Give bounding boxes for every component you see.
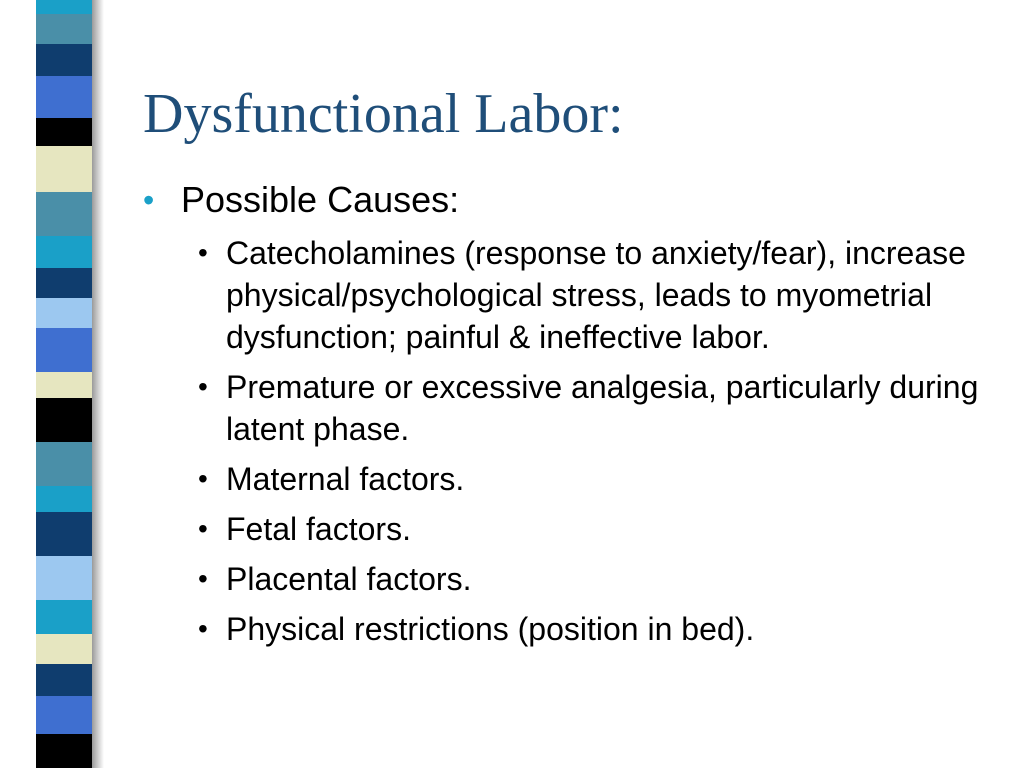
bullet-icon: • (198, 463, 208, 494)
decorative-stripe (36, 0, 100, 768)
stripe-block (36, 298, 96, 328)
list-item (143, 232, 1003, 358)
stripe-shadow (92, 0, 104, 768)
stripe-block (36, 268, 96, 298)
stripe-block (36, 442, 96, 486)
stripe-block (36, 486, 96, 512)
stripe-block (36, 512, 96, 556)
bullet-icon: • (198, 371, 208, 402)
list-item-text: Placental factors. (226, 561, 472, 597)
stripe-block (36, 14, 96, 44)
stripe-block (36, 600, 96, 634)
stripe-block (36, 328, 96, 372)
list-item-text: Catecholamines (response to anxiety/fear), increase physical/psychological stress, leads to myometrial dysfunction; painful & ineffective labor. (226, 235, 966, 355)
bullet-label: Possible Causes: (181, 179, 460, 220)
bullet-icon: • (198, 513, 208, 544)
stripe-block (36, 118, 96, 146)
list-item (143, 558, 1003, 600)
stripe-block (36, 44, 96, 76)
slide-title: Dysfunctional Labor: (143, 83, 624, 145)
bullet-icon: • (198, 563, 208, 594)
stripe-block (36, 696, 96, 734)
stripe-block (36, 634, 96, 664)
stripe-block (36, 192, 96, 236)
list-item (143, 608, 1003, 650)
list-item (143, 458, 1003, 500)
list-item-text: Maternal factors. (226, 461, 465, 497)
bullet-icon: • (198, 237, 208, 268)
stripe-block (36, 664, 96, 696)
stripe-block (36, 398, 96, 442)
bullet-possible-causes (143, 176, 1003, 224)
list-item (143, 366, 1003, 450)
stripe-block (36, 76, 96, 118)
stripe-block (36, 372, 96, 398)
cause-list (143, 232, 1003, 650)
stripe-block (36, 236, 96, 268)
stripe-block (36, 734, 96, 768)
stripe-block (36, 146, 96, 192)
list-item-text: Premature or excessive analgesia, particularly during latent phase. (226, 369, 979, 447)
list-item-text: Fetal factors. (226, 511, 411, 547)
stripe-block (36, 556, 96, 600)
stripe-block (36, 0, 96, 14)
bullet-icon: • (143, 182, 155, 218)
slide-body (143, 176, 1003, 658)
list-item-text: Physical restrictions (position in bed). (226, 611, 755, 647)
bullet-icon: • (198, 613, 208, 644)
list-item (143, 508, 1003, 550)
